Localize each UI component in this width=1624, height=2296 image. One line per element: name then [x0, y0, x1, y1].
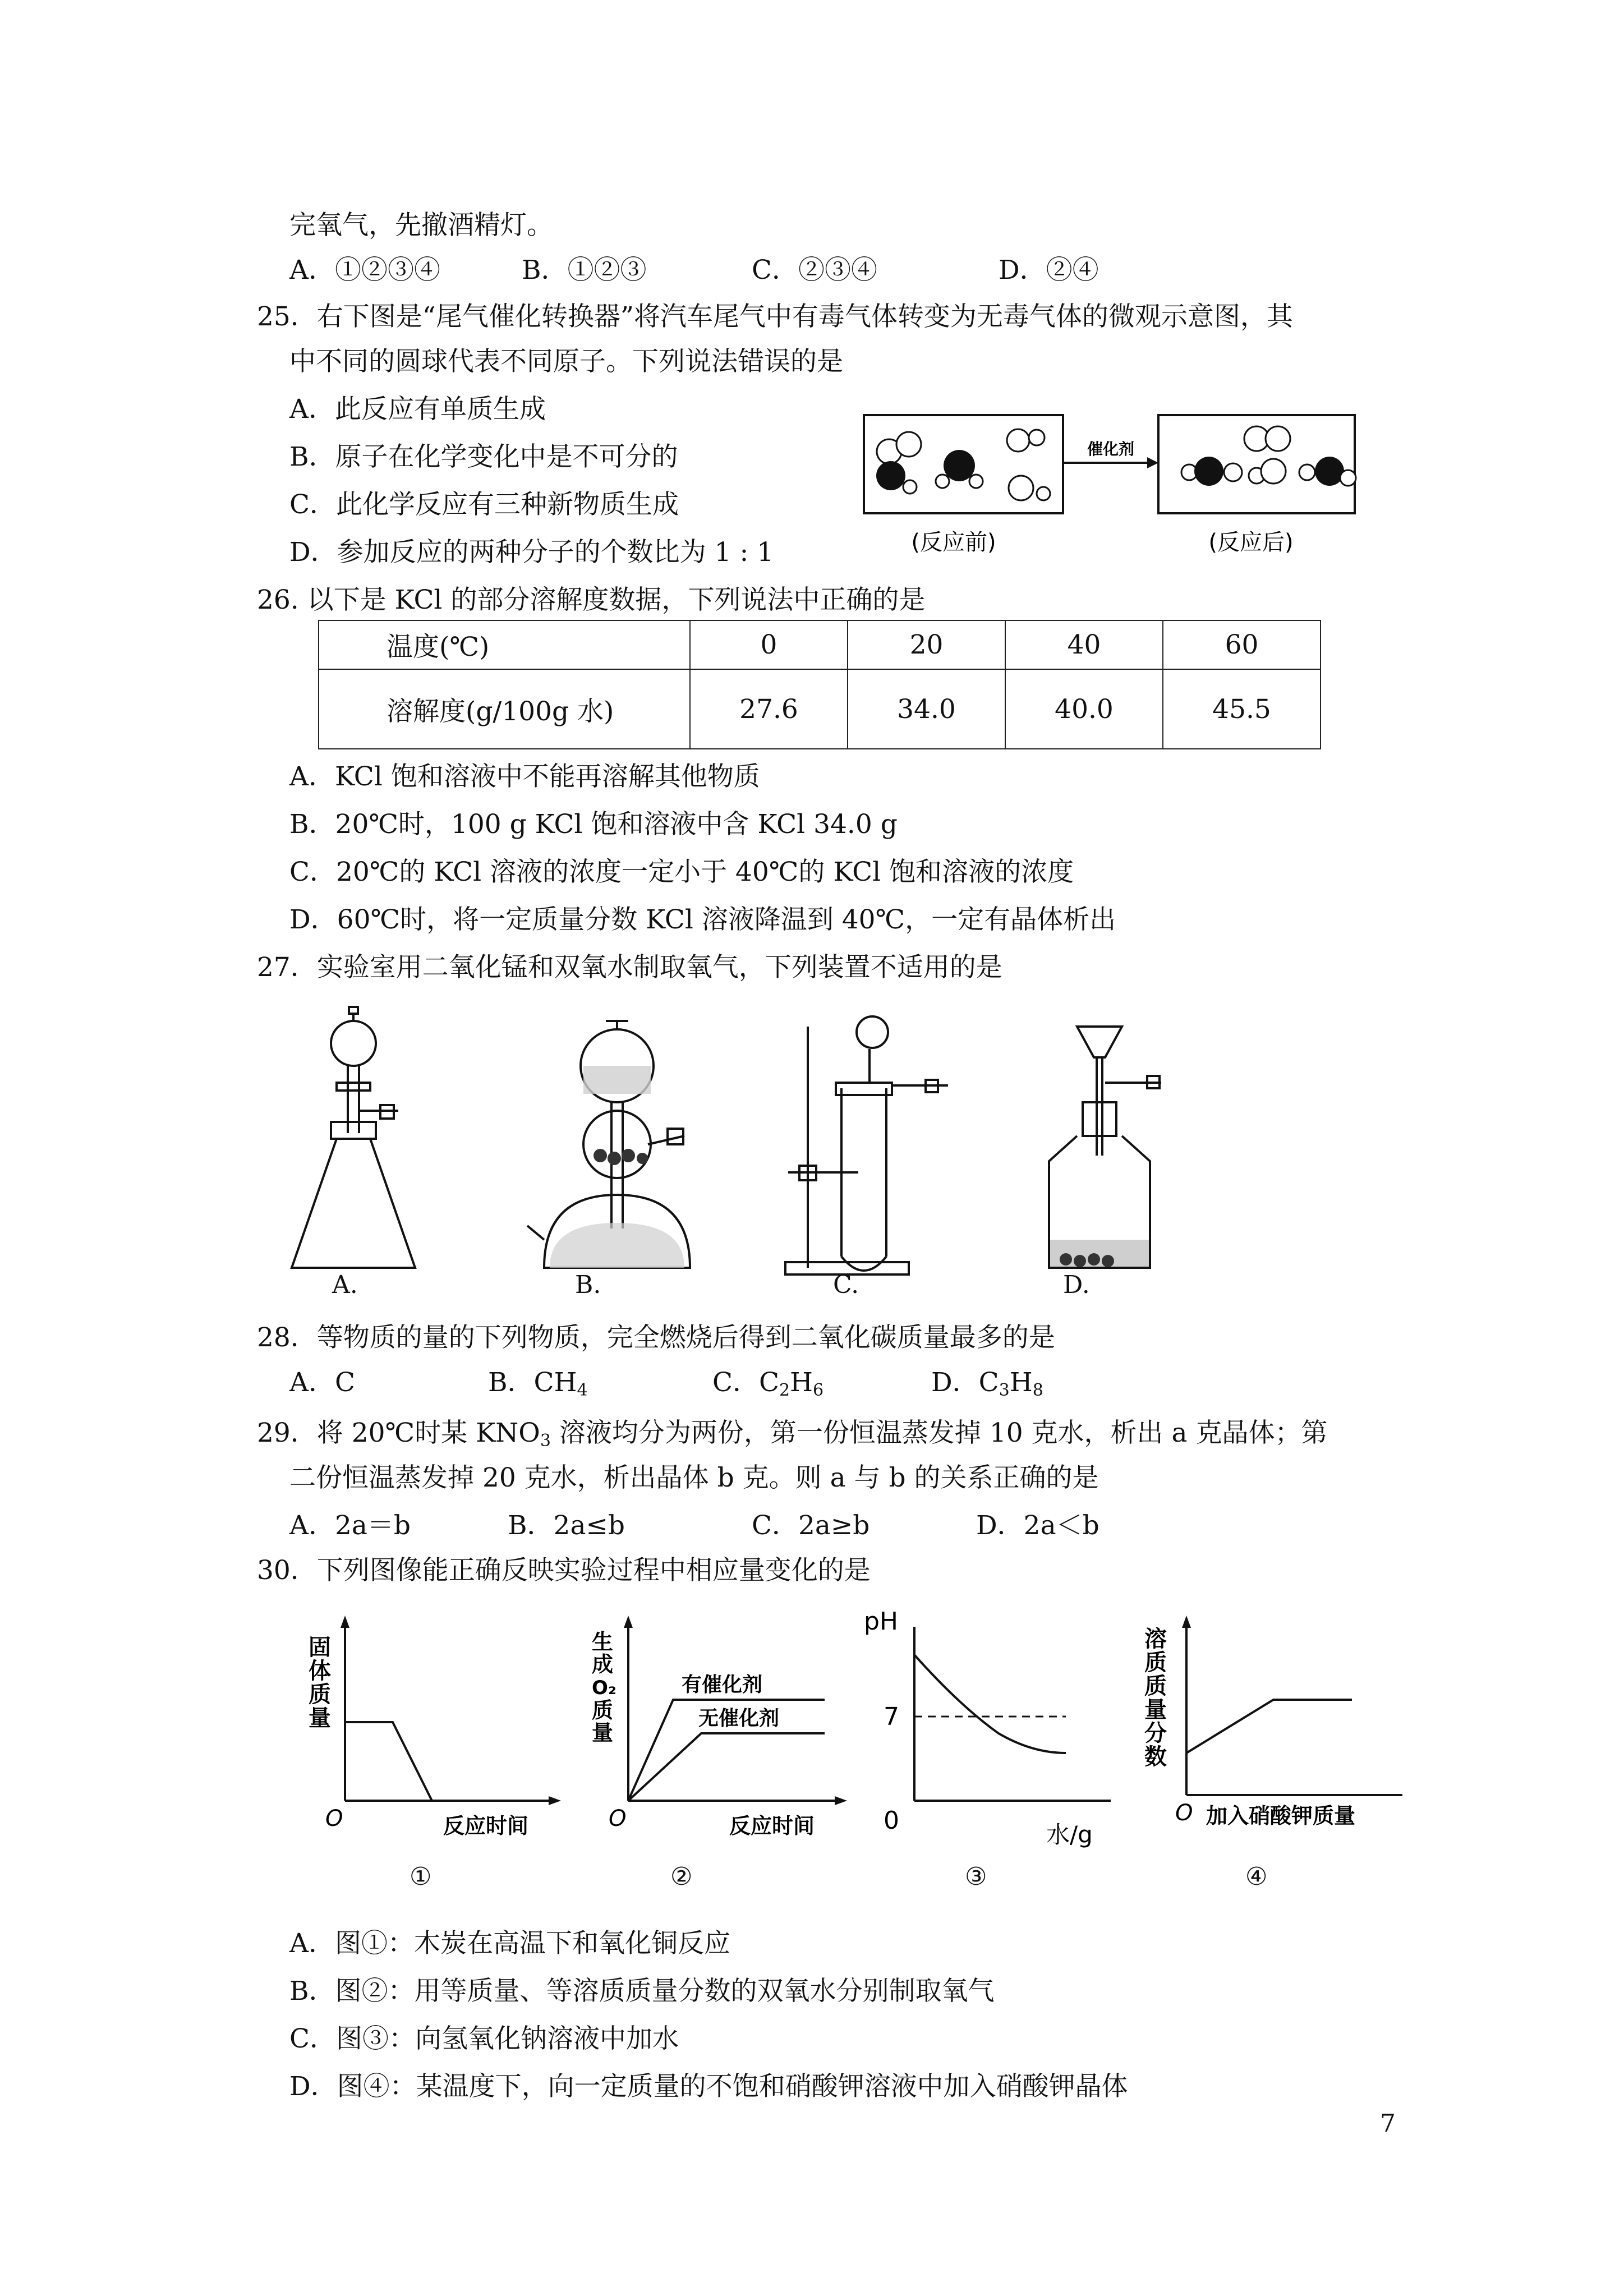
q29-option-a: A．2a＝b: [289, 1510, 411, 1541]
axis-label: 固: [309, 1635, 331, 1660]
q28-option-c: [712, 1366, 823, 1407]
subscript: 2: [779, 1381, 790, 1400]
subscript: 3: [999, 1381, 1010, 1400]
q29-stem-1a: 29．将 20℃时某 KNO: [257, 1418, 540, 1448]
q27-stem: 27．实验室用二氧化锰和双氧水制取氧气，下列装置不适用的是: [257, 952, 1002, 983]
arrow-label: 催化剂: [1087, 440, 1135, 458]
graph-3-number: ③: [965, 1862, 987, 1891]
axis-label: 质: [1144, 1673, 1167, 1699]
x-axis-label: 反应时间: [443, 1814, 529, 1838]
table-cell: 0: [690, 620, 848, 669]
option-c: C．②③④: [752, 255, 877, 286]
y-axis-label: pH: [864, 1607, 899, 1636]
apparatus-label-b: B.: [575, 1271, 601, 1299]
text-line: 完氧气，先撤酒精灯。: [289, 210, 553, 241]
q30-option-a: A．图①：木炭在高温下和氧化铜反应: [289, 1928, 730, 1959]
apparatus-label-a: A.: [332, 1271, 358, 1299]
q30-option-b: B．图②：用等质量、等溶质质量分数的双氧水分别制取氧气: [289, 1976, 995, 2007]
axis-label: 成: [592, 1652, 614, 1677]
graph-4: [1139, 1610, 1408, 1846]
q28-option-a: A．C: [289, 1367, 355, 1398]
origin-label: O: [1175, 1800, 1193, 1826]
q29-option-d: D．2a＜b: [976, 1510, 1099, 1541]
origin-label: 0: [884, 1806, 899, 1835]
table-cell: 45.5: [1163, 669, 1321, 749]
page-number: 7: [1380, 2109, 1396, 2138]
q25-stem-2: 中不同的圆球代表不同原子。下列说法错误的是: [289, 346, 843, 377]
subscript: 3: [540, 1431, 551, 1451]
axis-label: O₂: [592, 1677, 617, 1699]
q29-stem-1: [257, 1416, 1327, 1458]
q28-option-c-text: C．C: [712, 1367, 779, 1398]
axis-label: 溶: [1144, 1626, 1167, 1652]
q30-option-c: C．图③：向氢氧化钠溶液中加水: [289, 2023, 679, 2054]
axis-label: 量: [592, 1720, 614, 1745]
table-cell: 27.6: [690, 669, 848, 749]
graph-1-number: ①: [410, 1862, 432, 1891]
subscript: 6: [813, 1381, 824, 1400]
axis-label: 分: [1144, 1720, 1167, 1746]
x-axis-label: 反应时间: [729, 1814, 815, 1838]
q29-stem-1b: 溶液均分为两份，第一份恒温蒸发掉 10 克水，析出 a 克晶体；第: [550, 1418, 1328, 1448]
before-label: (反应前): [911, 530, 996, 555]
q25-option-b: B．原子在化学变化中是不可分的: [289, 441, 678, 472]
axis-label: 质: [1144, 1650, 1167, 1676]
q28-option-d: [931, 1366, 1043, 1407]
apparatus-label-d: D.: [1063, 1271, 1090, 1299]
q29-stem-2: 二份恒温蒸发掉 20 克水，析出晶体 b 克。则 a 与 b 的关系正确的是: [289, 1462, 1099, 1493]
apparatus-figure: [280, 1004, 1290, 1285]
axis-label: 质: [309, 1682, 331, 1708]
reaction-diagram: [858, 409, 1363, 567]
graph-1: [292, 1610, 561, 1846]
solubility-table: [318, 620, 1321, 749]
subscript: 4: [577, 1381, 588, 1400]
q28-stem: 28．等物质的量的下列物质，完全燃烧后得到二氧化碳质量最多的是: [257, 1322, 1055, 1353]
axis-label: 数: [1144, 1744, 1167, 1770]
option-b: B．①②③: [522, 255, 647, 286]
table-header-solubility: 溶解度(g/100g 水): [319, 669, 690, 749]
subscript: 8: [1032, 1381, 1043, 1400]
q28-option-b: [488, 1366, 588, 1407]
table-cell: 40.0: [1005, 669, 1163, 749]
q28-option-c-h: H: [790, 1367, 813, 1398]
q26-option-d: D．60℃时，将一定质量分数 KCl 溶液降温到 40℃，一定有晶体析出: [289, 904, 1116, 935]
q25-option-a: A．此反应有单质生成: [289, 394, 546, 425]
q26-option-a: A．KCl 饱和溶液中不能再溶解其他物质: [289, 761, 760, 792]
origin-label: O: [325, 1806, 343, 1832]
q25-stem-1: 25．右下图是“尾气催化转换器”将汽车尾气中有毒气体转变为无毒气体的微观示意图，其: [257, 301, 1293, 332]
table-cell: 40: [1005, 620, 1163, 669]
tick-label: 7: [884, 1703, 899, 1731]
graph-3: [864, 1604, 1122, 1851]
axis-label: 质: [592, 1698, 614, 1723]
q25-option-d: D．参加反应的两种分子的个数比为 1 : 1: [289, 537, 774, 568]
axis-label: 量: [1144, 1697, 1167, 1723]
graph-2-number: ②: [670, 1862, 693, 1891]
q29-option-b: B．2a≤b: [508, 1510, 625, 1541]
option-d: D．②④: [999, 255, 1099, 286]
curve-label-catalyst: 有催化剂: [682, 1673, 763, 1696]
axis-label: 生: [592, 1630, 614, 1654]
option-a: A．①②③④: [289, 255, 440, 286]
q26-option-b: B．20℃时，100 g KCl 饱和溶液中含 KCl 34.0 g: [289, 809, 898, 840]
q30-option-d: D．图④：某温度下，向一定质量的不饱和硝酸钾溶液中加入硝酸钾晶体: [289, 2071, 1128, 2102]
graph-4-number: ④: [1245, 1862, 1268, 1891]
q26-stem: 26. 以下是 KCl 的部分溶解度数据，下列说法中正确的是: [257, 585, 926, 615]
apparatus-label-c: C.: [833, 1271, 859, 1299]
q30-stem: 30．下列图像能正确反映实验过程中相应量变化的是: [257, 1555, 871, 1586]
x-axis-label: 水/g: [1046, 1821, 1093, 1848]
table-header-temp: 温度(℃): [319, 620, 690, 669]
curve-label-no-catalyst: 无催化剂: [698, 1707, 780, 1730]
table-cell: 20: [848, 620, 1005, 669]
q28-option-d-text: D．C: [931, 1367, 999, 1398]
x-axis-label: 加入硝酸钾质量: [1206, 1803, 1356, 1828]
table-cell: 60: [1163, 620, 1321, 669]
q29-option-c: C．2a≥b: [752, 1510, 870, 1541]
q28-option-b-text: B．CH: [488, 1367, 577, 1398]
axis-label: 量: [309, 1705, 331, 1731]
q25-option-c: C．此化学反应有三种新物质生成: [289, 489, 679, 520]
after-label: (反应后): [1208, 530, 1294, 555]
q26-option-c: C．20℃的 KCl 溶液的浓度一定小于 40℃的 KCl 饱和溶液的浓度: [289, 857, 1074, 887]
table-cell: 34.0: [848, 669, 1005, 749]
origin-label: O: [609, 1806, 627, 1832]
q28-option-d-h: H: [1009, 1367, 1033, 1398]
axis-label: 体: [309, 1658, 331, 1684]
graph-2: [578, 1610, 847, 1846]
